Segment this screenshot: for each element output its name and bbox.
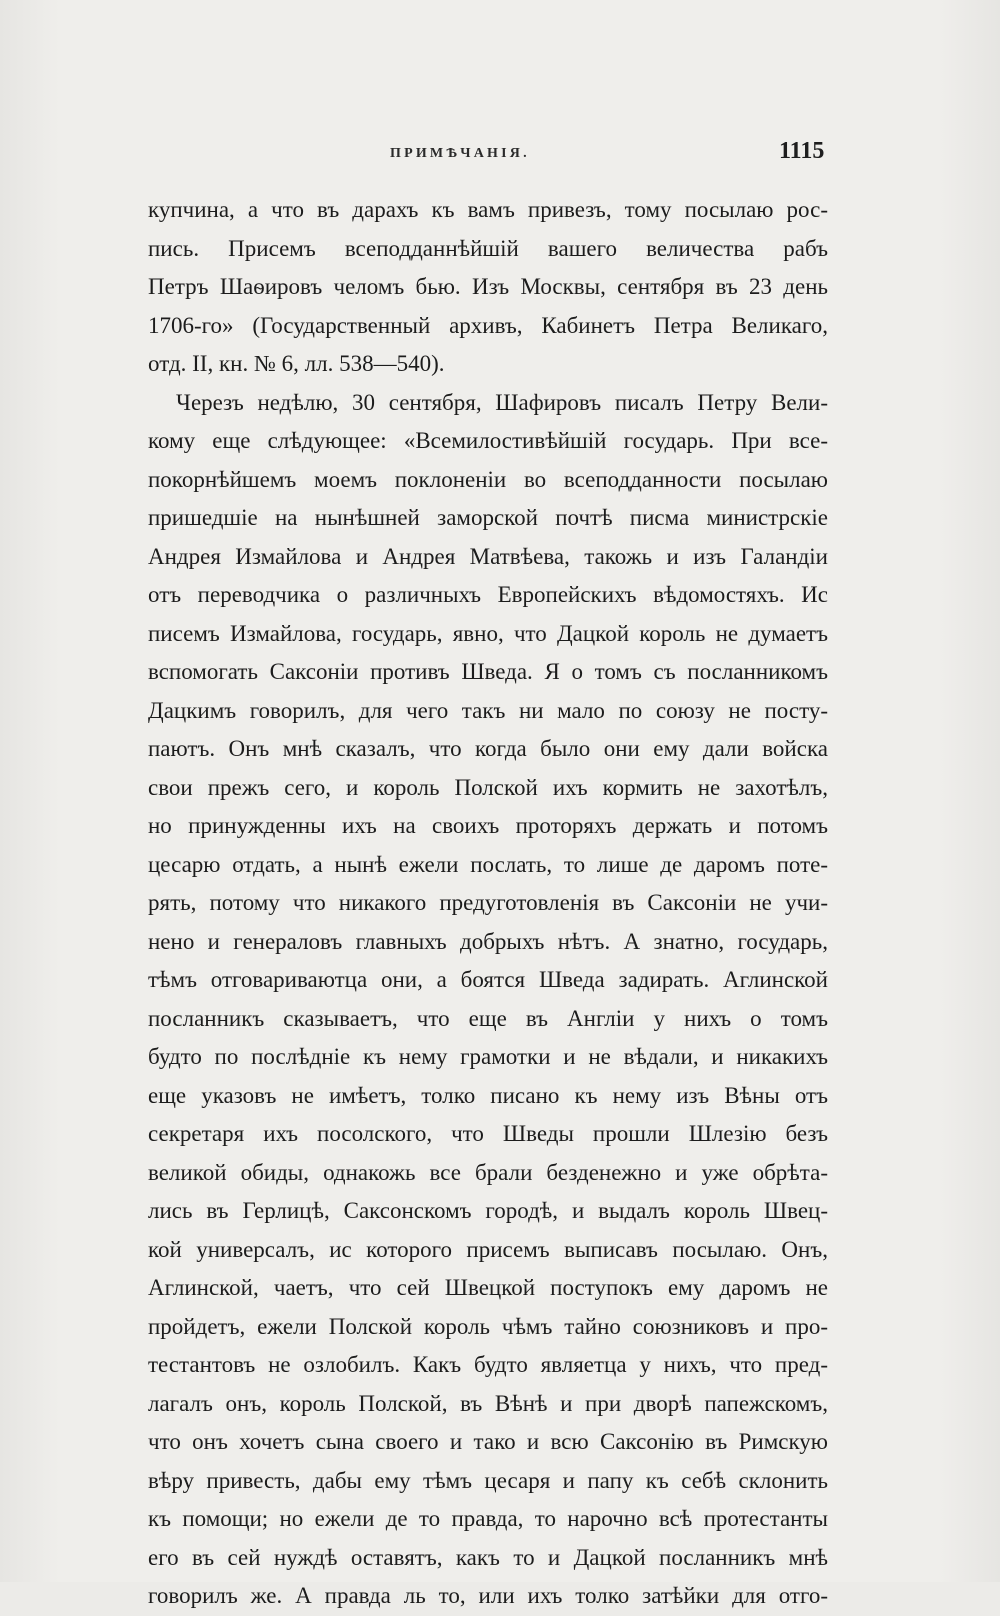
text-line: лагалъ онъ, король Полской, въ Вѣнѣ и при дворѣ папежскомъ,	[148, 1390, 828, 1416]
text-line: его въ сей нуждѣ оставятъ, какъ то и Дацкой посланникъ мнѣ	[148, 1544, 828, 1570]
text-line: Петръ Шаѳировъ челомъ бью. Изъ Москвы, сентября въ 23 день	[148, 274, 828, 299]
text-line: вспомогать Саксоніи противъ Шведа. Я о томъ съ посланникомъ	[148, 659, 828, 684]
running-head: ПРИМѢЧАНІЯ.	[390, 146, 530, 161]
text-line: пройдетъ, ежели Полской король чѣмъ тайно союзниковъ и про-	[148, 1313, 828, 1339]
text-line: отд. II, кн. № 6, лл. 538—540).	[148, 351, 445, 376]
text-line: купчина, а что въ дарахъ къ вамъ привезъ, тому посылаю рос-	[148, 197, 828, 222]
text-line: говорилъ же. А правда ль то, или ихъ толко затѣйки для отго-	[148, 1583, 828, 1608]
text-line: отъ переводчика о различныхъ Европейскихъ вѣдомостяхъ. Ис	[148, 582, 828, 607]
text-line: цесарю отдать, а нынѣ ежели послать, то лише де даромъ поте-	[148, 851, 828, 877]
text-line: рять, потому что никакого предуготовленія въ Саксоніи не учи-	[148, 890, 828, 915]
text-line: секретаря ихъ посолского, что Шведы прошли Шлезію безъ	[148, 1121, 828, 1146]
text-line: писемъ Измайлова, государь, явно, что Дацкой король не думаетъ	[148, 620, 828, 646]
text-line: къ помощи; но ежели де то правда, то нарочно всѣ протестанты	[148, 1506, 828, 1531]
text-line: великой обиды, однакожь все брали безденежно и уже обрѣта-	[148, 1159, 828, 1185]
text-line: 1706-го» (Государственный архивъ, Кабинетъ Петра Великаго,	[148, 312, 828, 338]
text-line: посланникъ сказываетъ, что еще въ Англіи у нихъ о томъ	[148, 1005, 828, 1031]
text-line: будто по послѣдніе къ нему грамотки и не вѣдали, и никакихъ	[148, 1044, 828, 1069]
text-line: тѣмъ отговариваютца они, а боятся Шведа задирать. Аглинской	[148, 967, 828, 992]
text-line: вѣру привесть, дабы ему тѣмъ цесаря и папу къ себѣ склонить	[148, 1467, 828, 1493]
text-line: Черезъ недѣлю, 30 сентября, Шафировъ писалъ Петру Вели-	[176, 389, 828, 415]
text-line: свои прежъ сего, и король Полской ихъ кормить не захотѣлъ,	[148, 774, 828, 800]
text-line: покорнѣйшемъ моемъ поклоненіи во всеподданности посылаю	[148, 466, 828, 492]
text-line: кой универсалъ, ис которого присемъ выписавъ посылаю. Онъ,	[148, 1236, 828, 1262]
text-line: кому еще слѣдующее: «Всемилостивѣйшій государь. При все-	[148, 428, 828, 453]
text-line: Аглинской, чаетъ, что сей Швецкой поступокъ ему даромъ не	[148, 1275, 828, 1300]
text-line: Дацкимъ говорилъ, для чего такъ ни мало по союзу не посту-	[148, 697, 828, 723]
text-line: нено и генераловъ главныхъ добрыхъ нѣтъ. А знатно, государь,	[148, 928, 828, 954]
text-line: пись. Присемъ всеподданнѣйшій вашего величества рабъ	[148, 235, 828, 261]
text-line: еще указовъ не имѣетъ, толко писано къ нему изъ Вѣны отъ	[148, 1082, 828, 1108]
text-line: Андрея Измайлова и Андрея Матвѣева, такожь и изъ Галандіи	[148, 543, 828, 569]
text-line: но принужденны ихъ на своихъ проторяхъ держать и потомъ	[148, 813, 828, 838]
text-line: пришедшіе на нынѣшней заморской почтѣ писма министрскіе	[148, 505, 828, 530]
text-line: лись въ Герлицѣ, Саксонскомъ городѣ, и выдалъ король Швец-	[148, 1198, 828, 1223]
text-line: паютъ. Онъ мнѣ сказалъ, что когда было они ему дали войска	[148, 736, 828, 761]
page-number: 1115	[779, 138, 825, 164]
text-line: тестантовъ не озлобилъ. Какъ будто являетца у нихъ, что пред-	[148, 1352, 828, 1377]
text-line: что онъ хочетъ сына своего и тако и всю Саксонію въ Римскую	[148, 1429, 828, 1454]
body-text	[148, 191, 828, 1616]
